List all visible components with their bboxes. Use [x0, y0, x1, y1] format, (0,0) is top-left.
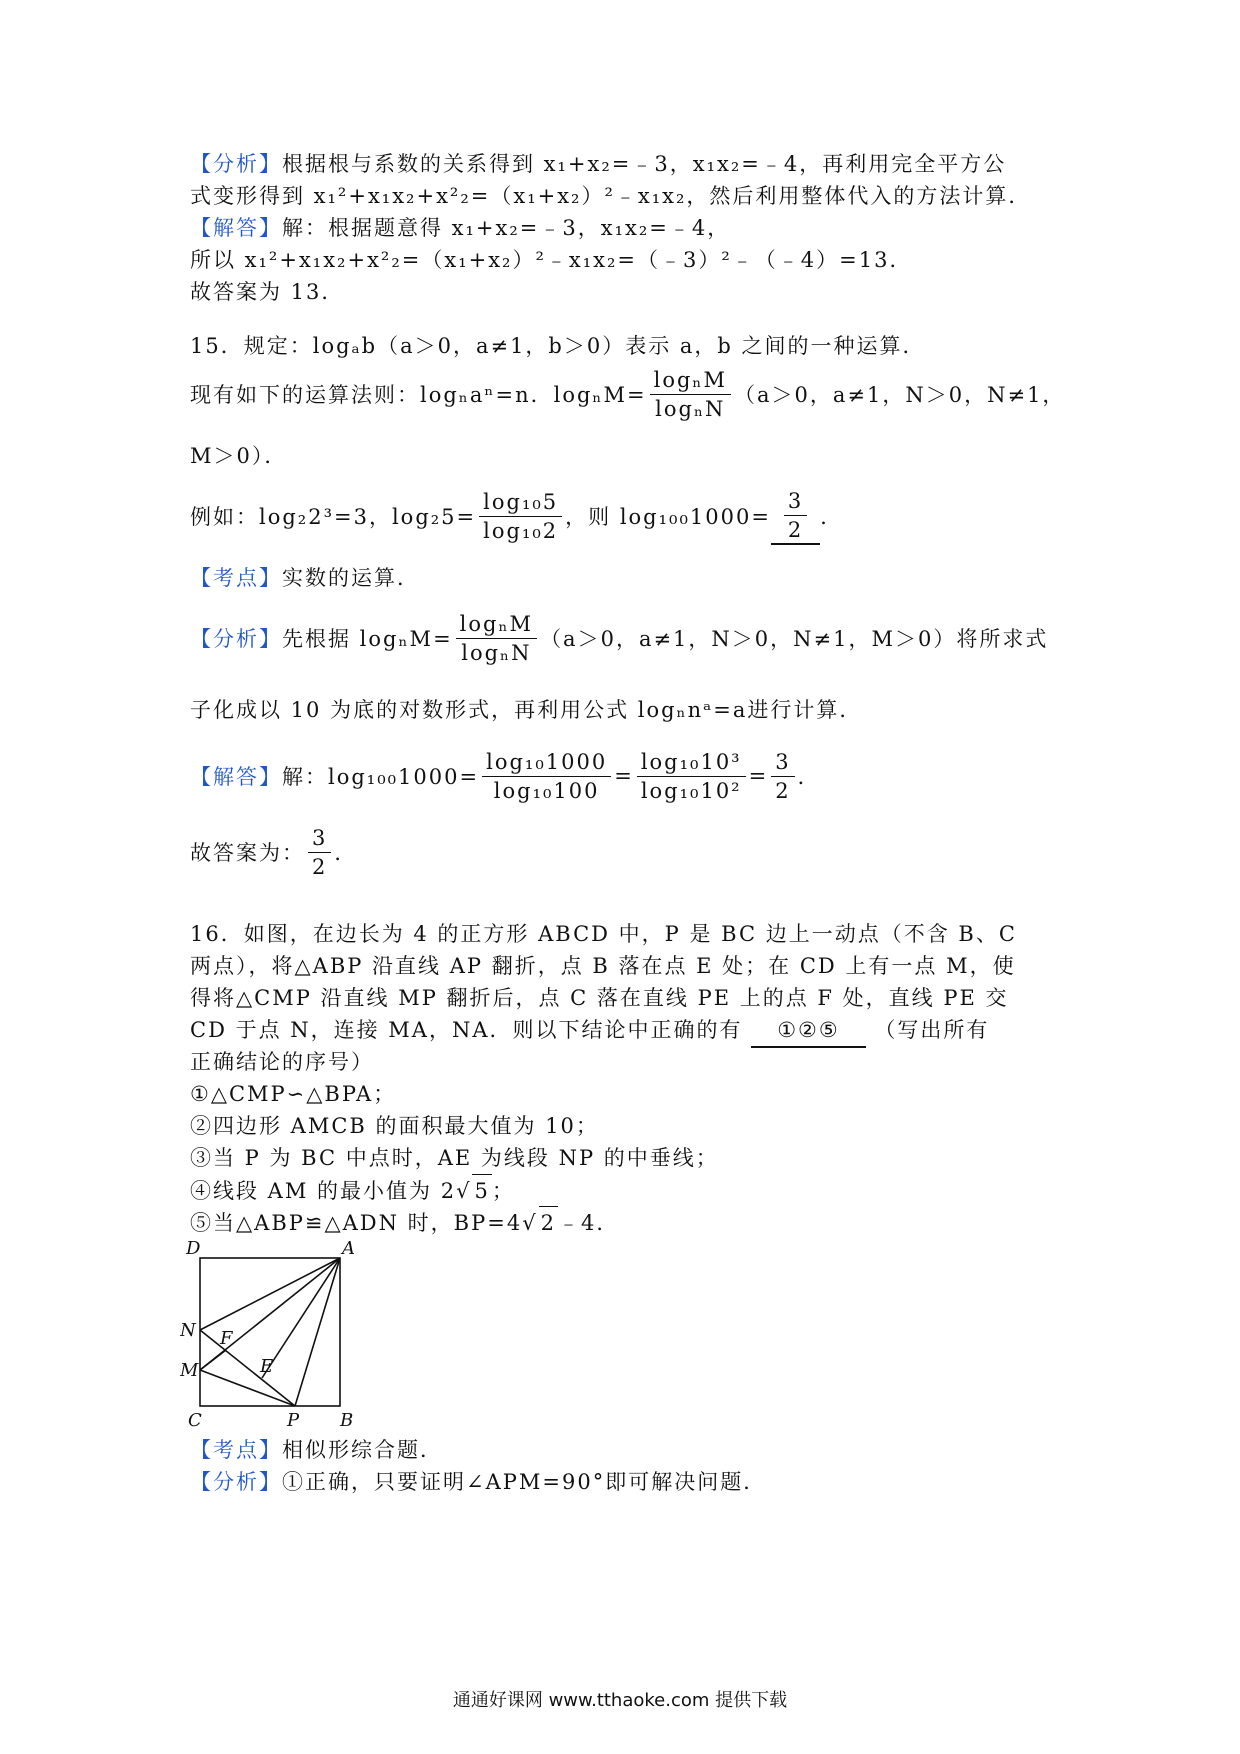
q15-jieda-f1-num: log₁₀1000: [482, 749, 611, 777]
label-a: A: [342, 1240, 357, 1259]
label-n: N: [180, 1320, 198, 1341]
q15-example-prefix: 例如：log₂2³=3，log₂5=: [190, 505, 477, 529]
q15-jieda-fraction-3: [771, 749, 794, 804]
q15-example-den: log₁₀2: [483, 518, 559, 543]
q15-jieda-tag: 【解答】: [190, 765, 282, 789]
label-c: C: [188, 1410, 204, 1430]
q16-line-5: 正确结论的序号）: [190, 1050, 374, 1074]
q16-kaodian-tag: 【考点】: [190, 1438, 282, 1462]
line-mp: [200, 1370, 295, 1406]
q15-final-fraction: [308, 825, 331, 880]
q15-jieda-fraction-1: [482, 749, 611, 804]
q15-answer-num: 3: [784, 488, 807, 516]
q15-jieda-f2-num: log₁₀10³: [637, 749, 746, 777]
square-diagram: [180, 1240, 380, 1430]
q16-option-5: [190, 1206, 1070, 1238]
q16-line-4-suffix: （写出所有: [874, 1018, 990, 1042]
q15-jieda-end: ．: [797, 765, 821, 789]
q15-kaodian-text: 实数的运算．: [282, 566, 420, 590]
solution-text-1: 解：根据题意得 x₁+x₂=﹣3，x₁x₂=﹣4，: [282, 216, 731, 240]
q15-fenxi-line-2: 子化成以 10 为底的对数形式，再利用公式 logₙnᵃ=a进行计算．: [190, 698, 863, 722]
q15-final-prefix: 故答案为：: [190, 841, 305, 865]
q15-jieda-eq-2: =: [748, 764, 769, 788]
q15-final-num: 3: [308, 825, 331, 853]
label-b: B: [340, 1410, 356, 1430]
q15-example: [190, 484, 1070, 548]
q15-fenxi-tag: 【分析】: [190, 627, 282, 651]
q16-option-4: [190, 1174, 1070, 1206]
q15-fenxi-suffix: （a＞0，a≠1，N＞0，N≠1，M＞0）将所求式: [540, 627, 1049, 651]
q15-fenxi-fraction: [456, 611, 537, 666]
label-d: D: [186, 1240, 203, 1259]
q15-example-end: ．: [820, 505, 844, 529]
label-e: E: [260, 1356, 276, 1377]
q15-kaodian-tag: 【考点】: [190, 566, 282, 590]
q15-rule-den: logₙN: [655, 396, 726, 421]
q16-line-4-prefix: CD 于点 N，连接 MA，NA．则以下结论中正确的有: [190, 1018, 743, 1042]
q15-rule-cont: M＞0）．: [190, 444, 288, 468]
q16-option-4-end: ；: [491, 1179, 515, 1203]
q15-final-end: ．: [334, 841, 358, 865]
q15-rule-suffix: （a＞0，a≠1，N＞0，N≠1，: [734, 383, 1066, 407]
q16-fenxi: [190, 1466, 1070, 1498]
q15-example-mid: ，则 log₁₀₀1000=: [565, 505, 771, 529]
q15-rule: [190, 362, 1070, 426]
q15-fenxi-den: logₙN: [461, 640, 532, 665]
q16-line-2: 两点），将△ABP 沿直线 AP 翻折，点 B 落在点 E 处；在 CD 上有一点 M，使: [190, 954, 1016, 978]
analysis-line: [190, 148, 1070, 180]
q15-fenxi: [190, 606, 1070, 670]
analysis-text-1: 根据根与系数的关系得到 x₁+x₂=﹣3，x₁x₂=﹣4，再利用完全平方公: [282, 152, 1007, 176]
q16-option-5-radicand: 2: [539, 1206, 558, 1239]
page-footer: 通通好课网 www.tthaoke.com 提供下载: [452, 1690, 788, 1711]
solution-line: [190, 212, 1070, 244]
q15-jieda-fraction-2: [637, 749, 746, 804]
q16-line-1: 16．如图，在边长为 4 的正方形 ABCD 中，P 是 BC 边上一动点（不含 B、C: [190, 922, 1017, 946]
q15-example-fraction: [479, 489, 562, 544]
line-an: [200, 1258, 340, 1330]
sqrt-symbol: √: [456, 1179, 472, 1203]
q16-option-2: ②四边形 AMCB 的面积最大值为 10；: [190, 1114, 599, 1138]
q15-fenxi-num: logₙM: [456, 611, 537, 639]
q16-line-4: [190, 1014, 1070, 1046]
q15-example-num: log₁₀5: [479, 489, 562, 517]
q16-kaodian: [190, 1434, 1070, 1466]
label-f: F: [220, 1328, 235, 1349]
line-ap: [295, 1258, 340, 1406]
line-mf: [200, 1350, 226, 1370]
q15-rule-num: logₙM: [650, 367, 731, 395]
q16-fenxi-tag: 【分析】: [190, 1470, 282, 1494]
q15-jieda-prefix: 解：log₁₀₀1000=: [282, 765, 480, 789]
q15-stem: 15．规定：logₐb（a＞0，a≠1，b＞0）表示 a，b 之间的一种运算．: [190, 334, 926, 358]
solution-line-3: 故答案为 13．: [190, 280, 345, 304]
q15-answer-den: 2: [787, 517, 804, 542]
line-np: [200, 1330, 295, 1406]
q15-rule-fraction: [650, 367, 731, 422]
q16-option-4-radicand: 5: [472, 1174, 491, 1207]
analysis-tag: 【分析】: [190, 152, 282, 176]
q16-kaodian-text: 相似形综合题．: [282, 1438, 443, 1462]
q16-option-5-end: ﹣4．: [557, 1211, 620, 1235]
label-p: P: [287, 1410, 302, 1430]
q15-final-den: 2: [312, 854, 328, 879]
q15-answer-blank: [771, 488, 820, 545]
q15-jieda-f3-num: 3: [771, 749, 794, 777]
solution-line-2: 所以 x₁²+x₁x₂+x²₂=（x₁+x₂）²﹣x₁x₂=（﹣3）²﹣（﹣4）=13．: [190, 248, 913, 272]
analysis-line-2: 式变形得到 x₁²+x₁x₂+x²₂=（x₁+x₂）²﹣x₁x₂，然后利用整体代入的方法计算．: [190, 184, 1032, 208]
q16-answer-blank: ①②⑤: [751, 1014, 865, 1048]
q15-jieda-f1-den: log₁₀100: [493, 778, 600, 803]
q15-rule-prefix: 现有如下的运算法则：logₙaⁿ=n．logₙM=: [190, 383, 647, 407]
document-body: [180, 148, 1070, 1498]
q15-fenxi-prefix: 先根据 logₙM=: [282, 627, 453, 651]
q16-option-3: ③当 P 为 BC 中点时，AE 为线段 NP 的中垂线；: [190, 1146, 719, 1170]
q16-option-5-prefix: ⑤当△ABP≌△ADN 时，BP=4: [190, 1211, 523, 1235]
label-m: M: [180, 1360, 201, 1381]
q15-answer-fraction: [784, 488, 807, 543]
q16-fenxi-text: ①正确，只要证明∠APM=90°即可解决问题．: [282, 1470, 767, 1494]
q15-jieda: [190, 744, 1070, 808]
q16-option-1: ①△CMP∽△BPA；: [190, 1082, 397, 1106]
q15-final: [190, 822, 1070, 882]
geometry-figure: [180, 1240, 380, 1430]
q16-line-3: 得将△CMP 沿直线 MP 翻折后，点 C 落在直线 PE 上的点 F 处，直线 PE 交: [190, 986, 1009, 1010]
solution-tag: 【解答】: [190, 216, 282, 240]
q15-jieda-f3-den: 2: [775, 778, 791, 803]
sqrt-symbol: √: [522, 1211, 538, 1235]
q15-kaodian: [190, 562, 1070, 594]
q16-option-4-prefix: ④线段 AM 的最小值为 2: [190, 1179, 457, 1203]
q15-jieda-f2-den: log₁₀10²: [640, 778, 742, 803]
q15-jieda-eq-1: =: [614, 764, 634, 788]
